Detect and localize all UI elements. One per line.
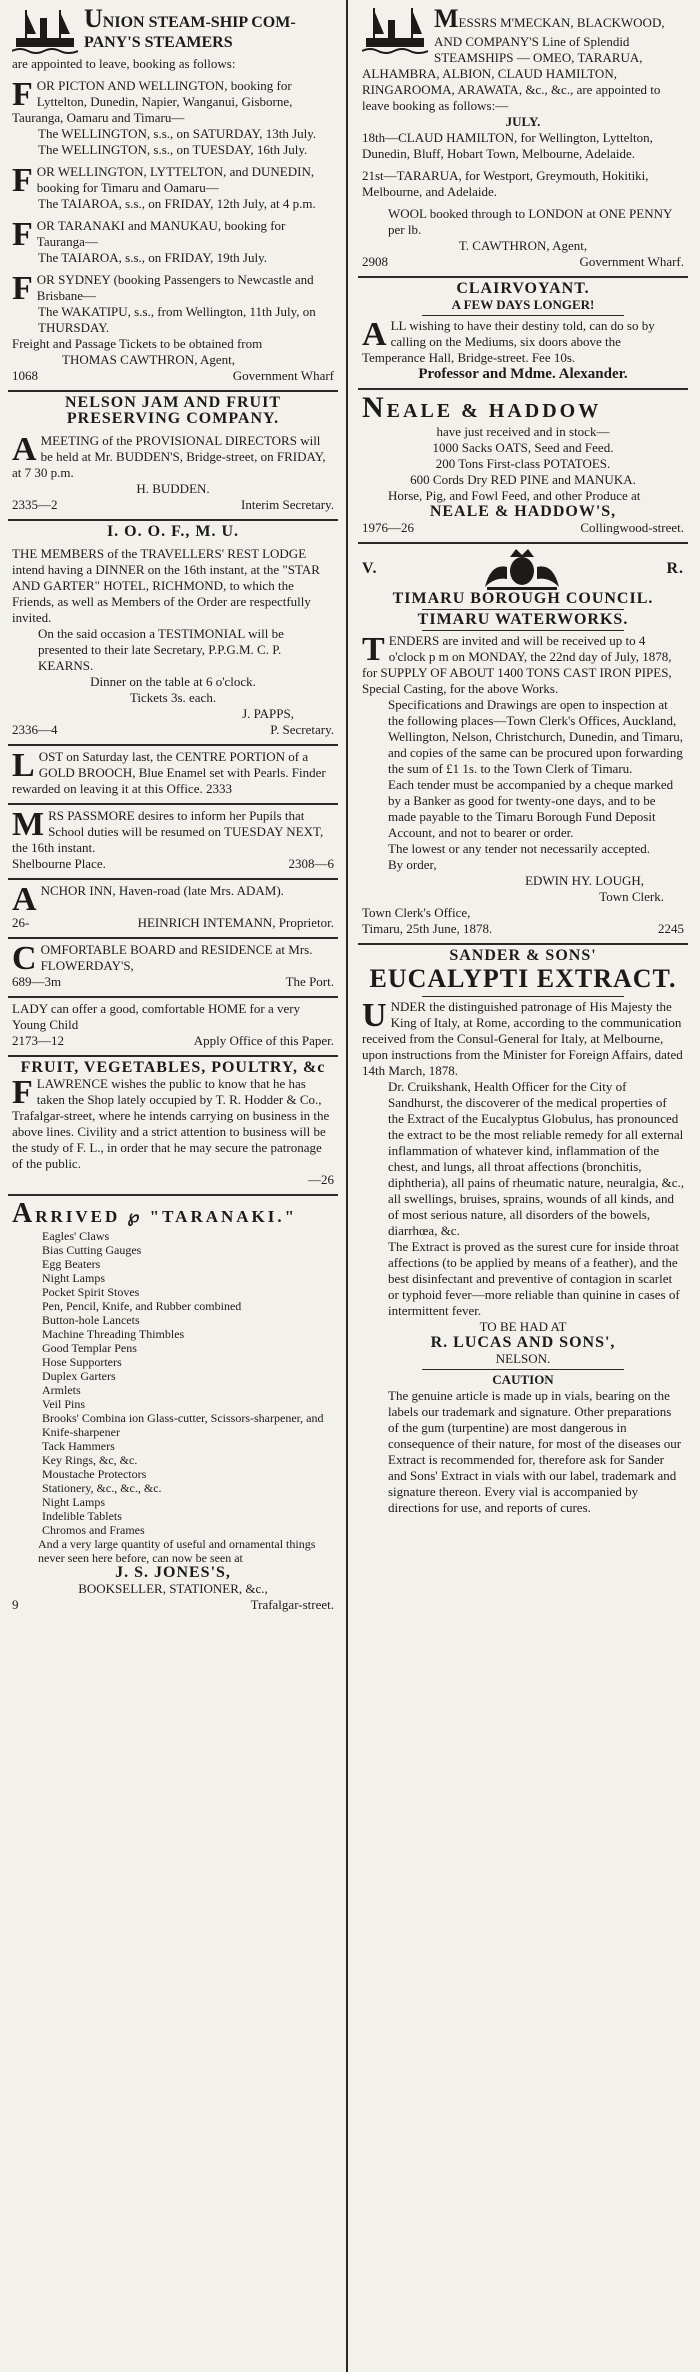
arrived-item: Pen, Pencil, Knife, and Rubber combined: [42, 1299, 242, 1313]
arrived-ship: "TARANAKI.": [149, 1207, 298, 1226]
ad-number: 1068: [12, 368, 38, 383]
arrived-closing: And a very large quantity of useful and ornamental things never seen here before, can now be seen at: [38, 1537, 316, 1565]
arrived-item: Eagles' Claws: [42, 1229, 110, 1243]
union-agent: THOMAS CAWTHRON, Agent,: [62, 352, 236, 367]
clair-names: Professor and Mdme. Alexander.: [418, 366, 628, 382]
union-s1-title: OR PICTON AND WELLINGTON, booking for Lyttelton, Dunedin, Napier, Wanganui, Gisborne, Tauranga, Oamaru and Timaru—: [12, 78, 293, 125]
arrived-item: Tack Hammers: [42, 1439, 115, 1453]
mckeckan-line2: 21st—TARARUA, for Westport, Greymouth, Hokitiki, Melbourne, and Adelaide.: [362, 168, 649, 199]
union-s3-title: OR TARANAKI and MANUKAU, booking for Tauranga—: [36, 218, 286, 249]
drop-cap: A: [362, 316, 387, 353]
divider: [422, 609, 624, 610]
lady-body: LADY can offer a good, comfortable HOME for a very Young Child: [12, 1001, 301, 1032]
ad-number: 2908: [362, 254, 388, 269]
ioof-title: I. O. O. F., M. U.: [106, 523, 240, 540]
drop-cap: M: [12, 806, 45, 843]
ioof-signer: J. PAPPS,: [242, 706, 294, 721]
royal-v: V.: [362, 560, 378, 577]
union-freight: Freight and Passage Tickets to be obtained from: [12, 336, 263, 351]
ad-number: 2245: [658, 921, 684, 936]
arrived-taranaki-ad: [8, 1196, 338, 1619]
ad-number: 2173—12: [12, 1033, 64, 1048]
ad-number: —26: [308, 1172, 334, 1187]
fruit-body: LAWRENCE wishes the public to know that he has taken the Shop lately occupied by T. R. Hodder & Co., Trafalgar-street, where he intends carrying on business in the above lines. Civility and a strict attention to business will be the study of F. L., in order that he may secure the patronage of the public.: [12, 1076, 330, 1171]
ioof-tickets: Tickets 3s. each.: [129, 690, 217, 705]
mckeckan-ad: [358, 0, 688, 276]
arrived-item: Bias Cutting Gauges: [42, 1243, 142, 1257]
ad-number: 2335—2: [12, 497, 58, 512]
timaru-lowest: The lowest or any tender not necessarily accepted.: [388, 841, 651, 856]
arrived-item: Button-hole Lancets: [42, 1313, 140, 1327]
timaru-date: Timaru, 25th June, 1878.: [362, 921, 493, 936]
sander-had: TO BE HAD AT: [479, 1319, 567, 1334]
jam-body: MEETING of the PROVISIONAL DIRECTORS will be held at Mr. BUDDEN'S, Bridge-street, on FRIDAY, at 7 30 p.m.: [12, 433, 326, 480]
arrived-item: Hose Supporters: [42, 1355, 122, 1369]
timaru-spec: Specifications and Drawings are open to inspection at the following places—Town Clerk's Offices, Auckland, Wellington, Nelson, Christchurch, Dunedin, and Timaru, and copies of the same can be procured upon forwarding the sum of £1 1s. to the Town Clerk of Timaru.: [388, 697, 684, 776]
jam-title: NELSON JAM AND FRUIT PRESERVING COMPANY.: [64, 394, 281, 427]
union-s2-line1: The TAIAROA, s.s., on FRIDAY, 12th July, at 4 p.m.: [38, 196, 316, 211]
royal-r: R.: [666, 560, 684, 577]
union-wharf: Government Wharf: [232, 368, 334, 383]
ioof-dinner: Dinner on the table at 6 o'clock.: [90, 674, 256, 689]
steamship-icon: [12, 4, 78, 56]
ad-number: 26-: [12, 915, 30, 930]
clair-title: CLAIRVOYANT.: [456, 280, 590, 297]
union-s1-line1: The WELLINGTON, s.s., on SATURDAY, 13th July.: [38, 126, 317, 141]
arrived-item: Armlets: [42, 1383, 81, 1397]
timaru-each: Each tender must be accompanied by a cheque marked by a Banker as good for twenty-one days, and to be made payable to the Timaru Borough Fund Deposit Account, and not to bearer or order.: [388, 777, 674, 840]
mckeckan-month: JULY.: [505, 114, 541, 129]
ad-number: 1976—26: [362, 520, 414, 535]
drop-cap: L: [12, 747, 35, 784]
union-steamship-ad: UNION STEAM-SHIP COM-PANY'S STEAMERS are appointed to leave, booking as follows: FOR PICTON AND WELLINGTON, booking for Lyttelton, Dunedin, Napier, Wanganui, Gisborne, Tauranga, Oamaru and Timaru— The WELLINGTON, s.s., on SATURDAY, 13th July. The WELLINGTON, s.s., on TUESDAY, 16th July. FOR WELLINGTON, LYTTELTON, and DUNEDIN, booking for Timaru and Oamaru— The TAIAROA, s.s., on FRIDAY, 12th July, at 4 p.m. FOR TARANAKI and MANUKAU, booking for Tauranga— The TAIAROA, s.s., on FRIDAY, 19th July. FOR SYDNEY (booking Passengers to Newcastle and Brisbane— The WAKATIPU, s.s., from Wellington, 11th July, on THURSDAY. Freight and Passage Tickets to be obtained from THOMAS CAWTHRON, Agent, 1068 Government Wharf: [12, 4, 334, 383]
clairvoyant-ad: [358, 278, 688, 388]
sander-title: SANDER & SONS': [449, 947, 597, 964]
jam-company-ad: [8, 392, 338, 519]
neale-firm: NEALE & HADDOW'S,: [429, 503, 617, 520]
board-place: The Port.: [285, 974, 334, 989]
drop-cap: T: [362, 631, 385, 668]
arrived-title: RRIVED: [35, 1207, 121, 1226]
union-s4-title: OR SYDNEY (booking Passengers to Newcastle and Brisbane—: [36, 272, 314, 303]
divider: [422, 1369, 624, 1370]
divider: [422, 315, 624, 316]
sander-extract-ad: [358, 945, 688, 1522]
union-header: NION STEAM-SHIP COM-PANY'S STEAMERS: [84, 14, 296, 51]
fruit-title: FRUIT, VEGETABLES, POULTRY, &c: [20, 1059, 326, 1076]
drop-cap: F: [12, 216, 33, 253]
drop-cap: F: [12, 76, 33, 113]
arrived-street: Trafalgar-street.: [250, 1597, 334, 1612]
arrived-item: Stationery, &c., &c., &c.: [42, 1481, 162, 1495]
drop-cap: F: [12, 1074, 33, 1111]
sander-p3: The Extract is proved as the surest cure for inside throat affections (to be applied by means of a feather), and the best disinfectant and preventive of contagion in scarlet or typhoid fever—more reliable than quinine in cases of intermittent fever.: [388, 1239, 680, 1318]
passmore-body: RS PASSMORE desires to inform her Pupils that School duties will be resumed on TUESDAY NEXT, the 16th instant.: [12, 808, 324, 855]
board-body: OMFORTABLE BOARD and RESIDENCE at Mrs. FLOWERDAY'S,: [40, 942, 313, 973]
drop-cap: A: [12, 881, 37, 918]
timaru-role: Town Clerk.: [599, 889, 664, 904]
arrived-item: Machine Threading Thimbles: [42, 1327, 185, 1341]
arrived-item: Key Rings, &c, &c.: [42, 1453, 138, 1467]
arrived-item: Indelible Tablets: [42, 1509, 122, 1523]
sander-firm: R. LUCAS AND SONS',: [430, 1334, 616, 1351]
drop-cap: F: [12, 162, 33, 199]
neale-haddow-ad: [358, 390, 688, 542]
union-s3-line1: The TAIAROA, s.s., on FRIDAY, 19th July.: [38, 250, 268, 265]
timaru-body: ENDERS are invited and will be received up to 4 o'clock p m on MONDAY, the 22nd day of July, 1878, for SUPPLY OF ABOUT 1400 TONS CAST IRON PIPES, Special Casting, for the above Works.: [362, 633, 672, 696]
drop-cap: U: [362, 997, 387, 1034]
lady-apply: Apply Office of this Paper.: [193, 1033, 334, 1048]
divider: [422, 630, 624, 631]
union-head-line2: are appointed to leave, booking as follows:: [12, 56, 236, 71]
drop-cap: N: [362, 391, 387, 424]
column-divider: [346, 0, 348, 2372]
ad-number: 2308—6: [288, 856, 334, 871]
arrived-item-list: [12, 1229, 334, 1537]
arrived-item: Veil Pins: [42, 1397, 86, 1411]
arrived-trade: BOOKSELLER, STATIONER, &c.,: [78, 1581, 268, 1596]
mckeckan-agent: T. CAWTHRON, Agent,: [458, 238, 588, 253]
sander-town: NELSON.: [495, 1351, 551, 1366]
mckeckan-wharf: Government Wharf.: [579, 254, 684, 269]
timaru-signer: EDWIN HY. LOUGH,: [525, 873, 644, 888]
arrived-item: Pocket Spirit Stoves: [42, 1285, 140, 1299]
mckeckan-line1: 18th—CLAUD HAMILTON, for Wellington, Lyttelton, Dunedin, Bluff, Hobart Town, Melbourne, Adelaide.: [362, 130, 653, 161]
ioof-role: P. Secretary.: [270, 722, 334, 737]
drop-cap: M: [434, 4, 459, 33]
arrived-firm: J. S. JONES'S,: [115, 1564, 231, 1581]
board-residence-ad: [8, 939, 338, 996]
sander-p4: The genuine article is made up in vials, bearing on the labels our trademark and signature. Other preparations of the gum (turpentine) are most dangerous in consequence of their nature, for most of the diseases our Extract is recommended for, therefore ask for Sander and Sons' Extract in vials with our label, trademark and signature thereon. Every vial is accompanied by directions for use, and reports of cures.: [388, 1388, 682, 1515]
sander-headline: EUCALYPTI EXTRACT.: [369, 964, 677, 993]
drop-cap: A: [12, 431, 37, 468]
arrived-item: Night Lamps: [42, 1495, 105, 1509]
timaru-council-ad: [358, 544, 688, 943]
neale-sub: have just received and in stock—: [436, 424, 610, 439]
lost-brooch-ad: [8, 746, 338, 803]
lady-home-ad: [8, 998, 338, 1055]
sander-caution: CAUTION: [492, 1372, 554, 1387]
timaru-office: Town Clerk's Office,: [362, 905, 471, 920]
ad-number: 2336—4: [12, 722, 58, 737]
neale-item1: 1000 Sacks OATS, Seed and Feed.: [432, 440, 614, 455]
fruit-vegetables-ad: [8, 1057, 338, 1194]
right-column: [358, 0, 688, 2372]
mckeckan-head: ESSRS M'MECKAN, BLACKWOOD, AND COMPANY'S Line of Splendid STEAMSHIPS — OMEO, TARARUA, ALHAMBRA, ALBION, CLAUD HAMILTON, RINGAROOMA, ARAWATA, &c., &c., are appointed to leave booking as follows:—: [362, 15, 665, 113]
sander-p2: Dr. Cruikshank, Health Officer for the City of Sandhurst, the discoverer of the medical properties of the Extract of the Eucalyptus Globulus, has pronounced the extract to be the most reliable remedy for all external inflammation of whatever kind, inflammation of the chest, and lungs, all throat affections (bronchitis, diphtheria), all pains of rheumatic nature, neuralgia, &c., all swellings, bruises, sprains, wounds of all kinds, and of most serious nature, all disorders of the bowels, diarrhœa, &c.: [388, 1079, 684, 1238]
timaru-sub: TIMARU WATERWORKS.: [417, 611, 629, 628]
neale-street: Collingwood-street.: [580, 520, 684, 535]
per-sign: ℘: [127, 1207, 143, 1226]
arrived-item: Duplex Garters: [42, 1369, 116, 1383]
sander-p1: NDER the distinguished patronage of His Majesty the King of Italy, at Rome, according to the communication received from the Consul-General for Italy, at Melbourne, upon instructions from the Minister for Foreign Affairs, dated 14th March, 1878.: [362, 999, 683, 1078]
left-column: [8, 0, 338, 2372]
ad-number: 2333: [205, 781, 232, 796]
ioof-ad: [8, 521, 338, 744]
union-s2-title: OR WELLINGTON, LYTTELTON, and DUNEDIN, booking for Timaru and Oamaru—: [36, 164, 315, 195]
drop-cap: F: [12, 270, 33, 307]
arrived-item: Good Templar Pens: [42, 1341, 137, 1355]
arrived-item: Brooks' Combina ion Glass-cutter, Scissors-sharpener, and Knife-sharpener: [42, 1411, 324, 1439]
arrived-item: Night Lamps: [42, 1271, 105, 1285]
divider: [422, 996, 624, 997]
union-s4-line1: The WAKATIPU, s.s., from Wellington, 11th July, on THURSDAY.: [38, 304, 316, 335]
jam-role: Interim Secretary.: [241, 497, 334, 512]
clair-sub: A FEW DAYS LONGER!: [451, 297, 595, 312]
arrived-item: Egg Beaters: [42, 1257, 101, 1271]
drop-cap: C: [12, 940, 37, 977]
arrived-item: Moustache Protectors: [42, 1467, 147, 1481]
passmore-place: Shelbourne Place.: [12, 856, 106, 871]
ioof-body: THE MEMBERS of the TRAVELLERS' REST LODGE intend having a DINNER on the 16th instant, at the "STAR AND GARTER" HOTEL, RICHMOND, to which the Friends, as well as Members of the Order are respectfully invited.: [12, 546, 320, 625]
steamship-icon: [362, 4, 428, 56]
neale-item3: 600 Cords Dry RED PINE and MANUKA.: [410, 472, 636, 487]
anchor-body: NCHOR INN, Haven-road (late Mrs. ADAM).: [40, 883, 284, 898]
neale-item4: Horse, Pig, and Fowl Feed, and other Produce at: [388, 488, 641, 503]
timaru-by: By order,: [388, 857, 437, 872]
neale-title: EALE & HADDOW: [386, 400, 602, 422]
union-s1-line2: The WELLINGTON, s.s., on TUESDAY, 16th July.: [38, 142, 308, 157]
ad-number: 689—3m: [12, 974, 62, 989]
ad-number: 9: [12, 1597, 19, 1612]
anchor-inn-ad: [8, 880, 338, 937]
ioof-body2: On the said occasion a TESTIMONIAL will be presented to their late Secretary, P.P.G.M. C. P. KEARNS.: [38, 626, 284, 673]
mckeckan-wool: WOOL booked through to LONDON at ONE PENNY per lb.: [388, 206, 672, 237]
arrived-item: Chromos and Frames: [42, 1523, 145, 1537]
neale-item2: 200 Tons First-class POTATOES.: [435, 456, 611, 471]
jam-signer: H. BUDDEN.: [136, 481, 210, 496]
drop-cap: A: [12, 1198, 36, 1229]
anchor-proprietor: HEINRICH INTEMANN, Proprietor.: [137, 915, 334, 930]
passmore-ad: [8, 805, 338, 878]
clair-body: LL wishing to have their destiny told, can do so by calling on the Mediums, six doors above the Temperance Hall, Bridge-street. Fee 10s.: [362, 318, 655, 365]
lost-body: OST on Saturday last, the CENTRE PORTION of a GOLD BROOCH, Blue Enamel set with Pearls. Finder rewarded on leaving it at this Office.: [12, 749, 326, 796]
timaru-title: TIMARU BOROUGH COUNCIL.: [392, 590, 654, 607]
royal-crest-icon: [477, 547, 567, 591]
